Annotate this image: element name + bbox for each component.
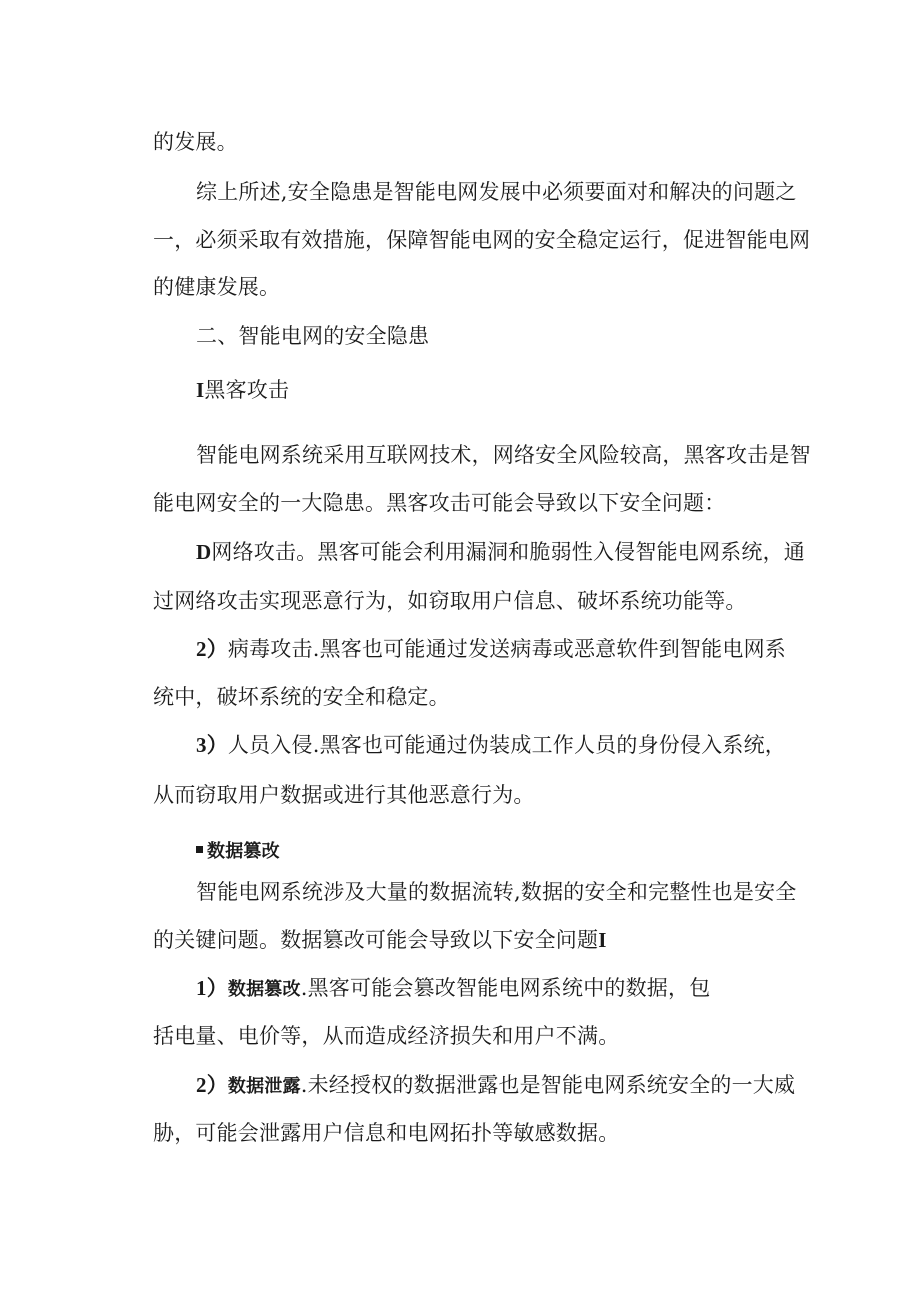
paragraph-line — [153, 1022, 619, 1050]
paragraph-line — [153, 489, 725, 517]
paragraph-line — [153, 128, 238, 156]
heading-text: 二、智能电网的安全隐患 — [196, 324, 430, 348]
list-term: 数据篡改 — [227, 979, 301, 1000]
text-run: 病毒攻击.黑客也可能通过发送病毒或恶意软件到智能电网系 — [227, 637, 786, 661]
text-run: 人员入侵.黑客也可能通过伪装成工作人员的身份侵入系统， — [227, 733, 786, 757]
square-bullet-icon — [196, 846, 203, 853]
list-item-line — [196, 1071, 795, 1101]
list-term: 数据泄露 — [227, 1076, 301, 1097]
paragraph-line — [153, 226, 810, 254]
list-marker: 3） — [196, 733, 228, 757]
text-run: 网络攻击。黑客可能会利用漏洞和脆弱性入侵智能电网系统，通 — [211, 540, 805, 564]
paragraph-line — [153, 683, 450, 711]
section-heading — [196, 322, 429, 350]
text-run: 的发展。 — [153, 130, 238, 154]
heading-text: 黑客攻击 — [204, 378, 290, 402]
heading-marker: I — [196, 378, 205, 402]
paragraph-line — [153, 1119, 619, 1147]
subsection-heading — [196, 376, 289, 404]
paragraph-line — [196, 178, 796, 206]
list-item-line — [196, 635, 786, 663]
text-run: .未经授权的数据泄露也是智能电网系统安全的一大威 — [300, 1073, 796, 1097]
subsection-heading — [196, 836, 280, 866]
paragraph-line — [153, 926, 607, 954]
text-run: 的健康发展。 — [153, 275, 281, 299]
text-run: 的关键问题。数据篡改可能会导致以下安全问题 — [153, 928, 599, 952]
text-run: 能电网安全的一大隐患。黑客攻击可能会导致以下安全问题： — [153, 491, 726, 515]
paragraph-line — [196, 441, 811, 469]
paragraph-line — [153, 273, 280, 301]
list-item-line — [196, 974, 710, 1004]
list-marker: 2） — [196, 637, 228, 661]
text-run: 综上所述,安全隐患是智能电网发展中必须要面对和解决的问题之 — [196, 180, 797, 204]
list-item-line — [196, 731, 786, 759]
text-run: 过网络攻击实现恶意行为，如窃取用户信息、破坏系统功能等。 — [153, 589, 747, 613]
text-run: .黑客可能会篡改智能电网系统中的数据，包 — [300, 976, 711, 1000]
text-run: 胁，可能会泄露用户信息和电网拓扑等敏感数据。 — [153, 1121, 620, 1145]
paragraph-line — [196, 878, 796, 906]
text-run: 智能电网系统涉及大量的数据流转,数据的安全和完整性也是安全 — [196, 880, 797, 904]
trailing-marker: I — [598, 928, 607, 952]
text-run: 括电量、电价等，从而造成经济损失和用户不满。 — [153, 1024, 620, 1048]
text-run: 统中，破坏系统的安全和稳定。 — [153, 685, 450, 709]
list-marker: 1） — [196, 976, 228, 1000]
list-marker: 2） — [196, 1073, 228, 1097]
paragraph-line — [153, 587, 747, 615]
list-item-line — [196, 538, 805, 566]
text-run: 从而窃取用户数据或进行其他恶意行为。 — [153, 783, 535, 807]
paragraph-line — [153, 781, 535, 809]
list-marker: D — [196, 540, 212, 564]
text-run: 一，必须采取有效措施，保障智能电网的安全稳定运行，促进智能电网 — [153, 228, 811, 252]
text-run: 智能电网系统采用互联网技术，网络安全风险较高，黑客攻击是智 — [196, 443, 811, 467]
heading-text: 数据篡改 — [207, 841, 280, 862]
